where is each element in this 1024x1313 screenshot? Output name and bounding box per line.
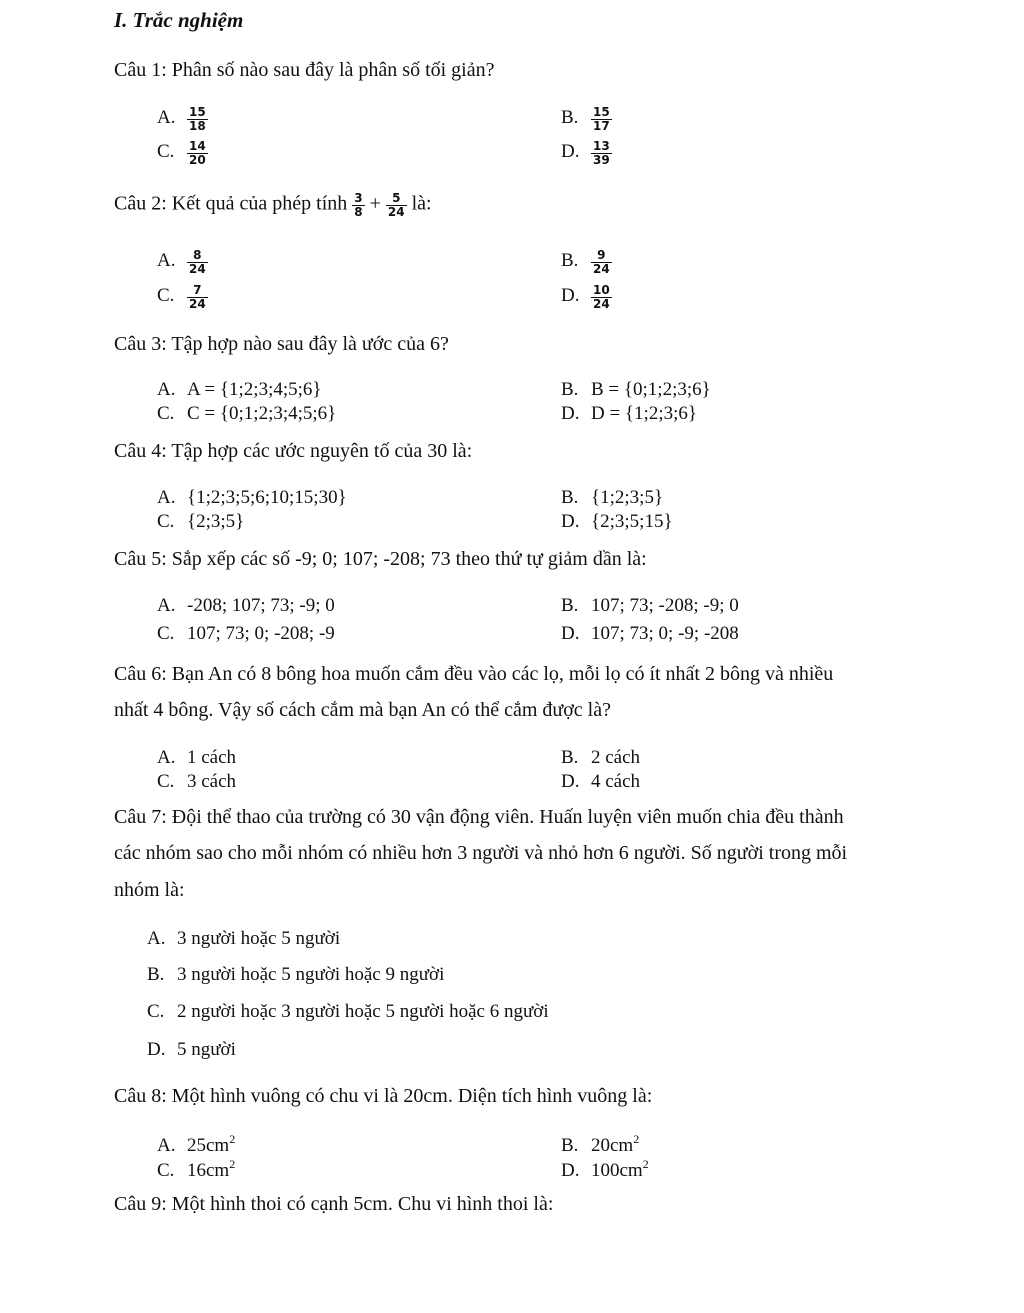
option-text: 4 cách bbox=[591, 771, 641, 792]
option-text: 25cm bbox=[187, 1135, 230, 1156]
question-8: Câu 8: Một hình vuông có chu vi là 20cm. Diện tích hình vuông là: bbox=[114, 1085, 653, 1107]
option-label: C. bbox=[157, 285, 175, 307]
q8-option-c bbox=[157, 1158, 235, 1180]
option-text: 5 người bbox=[177, 1039, 236, 1060]
question-1: Câu 1: Phân số nào sau đây là phân số tối giản? bbox=[114, 59, 495, 81]
denominator: 24 bbox=[593, 296, 610, 311]
fraction bbox=[187, 140, 208, 166]
option-text: 3 người hoặc 5 người bbox=[177, 928, 341, 949]
option-text: A = {1;2;3;4;5;6} bbox=[187, 379, 322, 400]
option-label: D. bbox=[561, 1160, 580, 1181]
plus-sign: + bbox=[369, 192, 381, 215]
q5-option-c bbox=[157, 624, 335, 643]
question-6-line-2: nhất 4 bông. Vậy số cách cắm mà bạn An có thể cắm được là? bbox=[114, 699, 611, 721]
denominator: 39 bbox=[593, 152, 610, 167]
q8-option-a bbox=[157, 1133, 235, 1155]
option-label: A. bbox=[157, 250, 176, 272]
fraction bbox=[187, 284, 208, 310]
option-label: D. bbox=[561, 141, 580, 163]
numerator: 7 bbox=[187, 284, 208, 298]
q8-option-b bbox=[561, 1133, 639, 1155]
unit-superscript: 2 bbox=[642, 1157, 649, 1171]
q5-option-b bbox=[561, 596, 739, 615]
denominator: 24 bbox=[387, 204, 405, 219]
option-text: 2 người hoặc 3 người hoặc 5 người hoặc 6 người bbox=[177, 1001, 549, 1022]
option-text: B = {0;1;2;3;6} bbox=[591, 379, 711, 400]
option-label: D. bbox=[561, 403, 580, 424]
q1-option-a bbox=[157, 106, 208, 132]
option-label: B. bbox=[561, 1135, 579, 1156]
option-label: A. bbox=[157, 487, 176, 508]
question-7-line-3: nhóm là: bbox=[114, 879, 185, 901]
question-2-suffix: là: bbox=[411, 192, 432, 215]
option-text: 16cm bbox=[187, 1160, 230, 1181]
unit-superscript: 2 bbox=[229, 1132, 236, 1146]
denominator: 20 bbox=[189, 152, 206, 167]
option-label: C. bbox=[157, 623, 175, 644]
option-label: D. bbox=[561, 285, 580, 307]
option-label: B. bbox=[561, 487, 579, 508]
denominator: 24 bbox=[593, 261, 610, 276]
q7-option-c bbox=[147, 1002, 549, 1021]
q1-option-b bbox=[561, 106, 612, 132]
q3-option-b bbox=[561, 380, 711, 399]
q7-option-a bbox=[147, 929, 340, 948]
fraction bbox=[187, 106, 208, 132]
option-text: 107; 73; -208; -9; 0 bbox=[591, 595, 739, 616]
question-5: Câu 5: Sắp xếp các số -9; 0; 107; -208; 73 theo thứ tự giảm dần là: bbox=[114, 548, 647, 570]
option-label: B. bbox=[561, 379, 579, 400]
option-text: -208; 107; 73; -9; 0 bbox=[187, 595, 335, 616]
q4-option-a bbox=[157, 488, 347, 507]
q4-option-b bbox=[561, 488, 663, 507]
option-label: A. bbox=[157, 1135, 176, 1156]
question-6-line-1: Câu 6: Bạn An có 8 bông hoa muốn cắm đều vào các lọ, mỗi lọ có ít nhất 2 bông và nhiều bbox=[114, 663, 834, 685]
option-text: {2;3;5;15} bbox=[591, 511, 673, 532]
fraction bbox=[591, 249, 612, 275]
unit-superscript: 2 bbox=[633, 1132, 640, 1146]
q4-option-d bbox=[561, 512, 673, 531]
fraction-operand-2 bbox=[386, 192, 407, 218]
denominator: 24 bbox=[189, 261, 206, 276]
option-label: B. bbox=[147, 964, 165, 985]
question-2 bbox=[114, 192, 432, 218]
question-4: Câu 4: Tập hợp các ước nguyên tố của 30 là: bbox=[114, 440, 473, 462]
numerator: 10 bbox=[593, 283, 610, 297]
q6-option-c bbox=[157, 772, 236, 791]
option-label: B. bbox=[561, 250, 579, 272]
denominator: 8 bbox=[354, 204, 363, 219]
q6-option-b bbox=[561, 748, 640, 767]
fraction-operand-1 bbox=[352, 192, 364, 218]
q1-option-c bbox=[157, 140, 208, 166]
option-label: A. bbox=[157, 747, 176, 768]
option-label: C. bbox=[157, 1160, 175, 1181]
option-label: D. bbox=[561, 623, 580, 644]
q2-option-d bbox=[561, 284, 612, 310]
denominator: 24 bbox=[189, 296, 206, 311]
q7-option-b bbox=[147, 965, 444, 984]
question-7-line-2: các nhóm sao cho mỗi nhóm có nhiều hơn 3 người và nhỏ hơn 6 người. Số người trong mỗi bbox=[114, 842, 848, 864]
denominator: 18 bbox=[189, 118, 206, 133]
q2-option-b bbox=[561, 249, 612, 275]
option-text: 100cm bbox=[591, 1160, 643, 1181]
fraction bbox=[187, 249, 208, 275]
option-label: A. bbox=[147, 928, 166, 949]
option-text: 20cm bbox=[591, 1135, 634, 1156]
option-text: 107; 73; 0; -9; -208 bbox=[591, 623, 739, 644]
option-label: A. bbox=[157, 379, 176, 400]
option-label: D. bbox=[561, 771, 580, 792]
q4-option-c bbox=[157, 512, 244, 531]
option-text: C = {0;1;2;3;4;5;6} bbox=[187, 403, 337, 424]
numerator: 15 bbox=[189, 105, 206, 119]
option-text: 3 cách bbox=[187, 771, 237, 792]
numerator: 15 bbox=[593, 105, 610, 119]
numerator: 14 bbox=[189, 139, 206, 153]
numerator: 3 bbox=[354, 191, 363, 205]
option-label: D. bbox=[147, 1039, 166, 1060]
option-text: 107; 73; 0; -208; -9 bbox=[187, 623, 335, 644]
option-label: C. bbox=[147, 1001, 165, 1022]
q6-option-d bbox=[561, 772, 640, 791]
fraction bbox=[591, 106, 612, 132]
fraction bbox=[591, 284, 612, 310]
numerator: 8 bbox=[187, 249, 208, 263]
q3-option-c bbox=[157, 404, 336, 423]
fraction bbox=[591, 140, 612, 166]
option-label: B. bbox=[561, 747, 579, 768]
option-text: {1;2;3;5;6;10;15;30} bbox=[187, 487, 347, 508]
q3-option-a bbox=[157, 380, 322, 399]
option-text: 3 người hoặc 5 người hoặc 9 người bbox=[177, 964, 445, 985]
section-title: I. Trắc nghiệm bbox=[114, 8, 244, 32]
q2-option-a bbox=[157, 249, 208, 275]
option-label: C. bbox=[157, 771, 175, 792]
question-7-line-1: Câu 7: Đội thể thao của trường có 30 vận động viên. Huấn luyện viên muốn chia đều thành bbox=[114, 806, 844, 828]
numerator: 9 bbox=[591, 249, 612, 263]
option-text: D = {1;2;3;6} bbox=[591, 403, 698, 424]
option-text: {2;3;5} bbox=[187, 511, 245, 532]
question-3: Câu 3: Tập hợp nào sau đây là ước của 6? bbox=[114, 333, 449, 355]
option-text: {1;2;3;5} bbox=[591, 487, 664, 508]
numerator: 13 bbox=[593, 139, 610, 153]
q6-option-a bbox=[157, 748, 236, 767]
option-label: C. bbox=[157, 141, 175, 163]
q5-option-a bbox=[157, 596, 335, 615]
numerator: 5 bbox=[386, 192, 407, 206]
option-label: C. bbox=[157, 403, 175, 424]
option-label: C. bbox=[157, 511, 175, 532]
option-text: 2 cách bbox=[591, 747, 641, 768]
denominator: 17 bbox=[593, 118, 610, 133]
q8-option-d bbox=[561, 1158, 649, 1180]
option-label: D. bbox=[561, 511, 580, 532]
q7-option-d bbox=[147, 1040, 236, 1059]
option-label: A. bbox=[157, 107, 176, 129]
q2-option-c bbox=[157, 284, 208, 310]
option-text: 1 cách bbox=[187, 747, 237, 768]
q1-option-d bbox=[561, 140, 612, 166]
question-2-prefix: Câu 2: Kết quả của phép tính bbox=[114, 192, 348, 215]
q5-option-d bbox=[561, 624, 739, 643]
option-label: A. bbox=[157, 595, 176, 616]
q3-option-d bbox=[561, 404, 697, 423]
unit-superscript: 2 bbox=[229, 1157, 236, 1171]
question-9: Câu 9: Một hình thoi có cạnh 5cm. Chu vi hình thoi là: bbox=[114, 1193, 554, 1215]
option-label: B. bbox=[561, 595, 579, 616]
option-label: B. bbox=[561, 107, 579, 129]
